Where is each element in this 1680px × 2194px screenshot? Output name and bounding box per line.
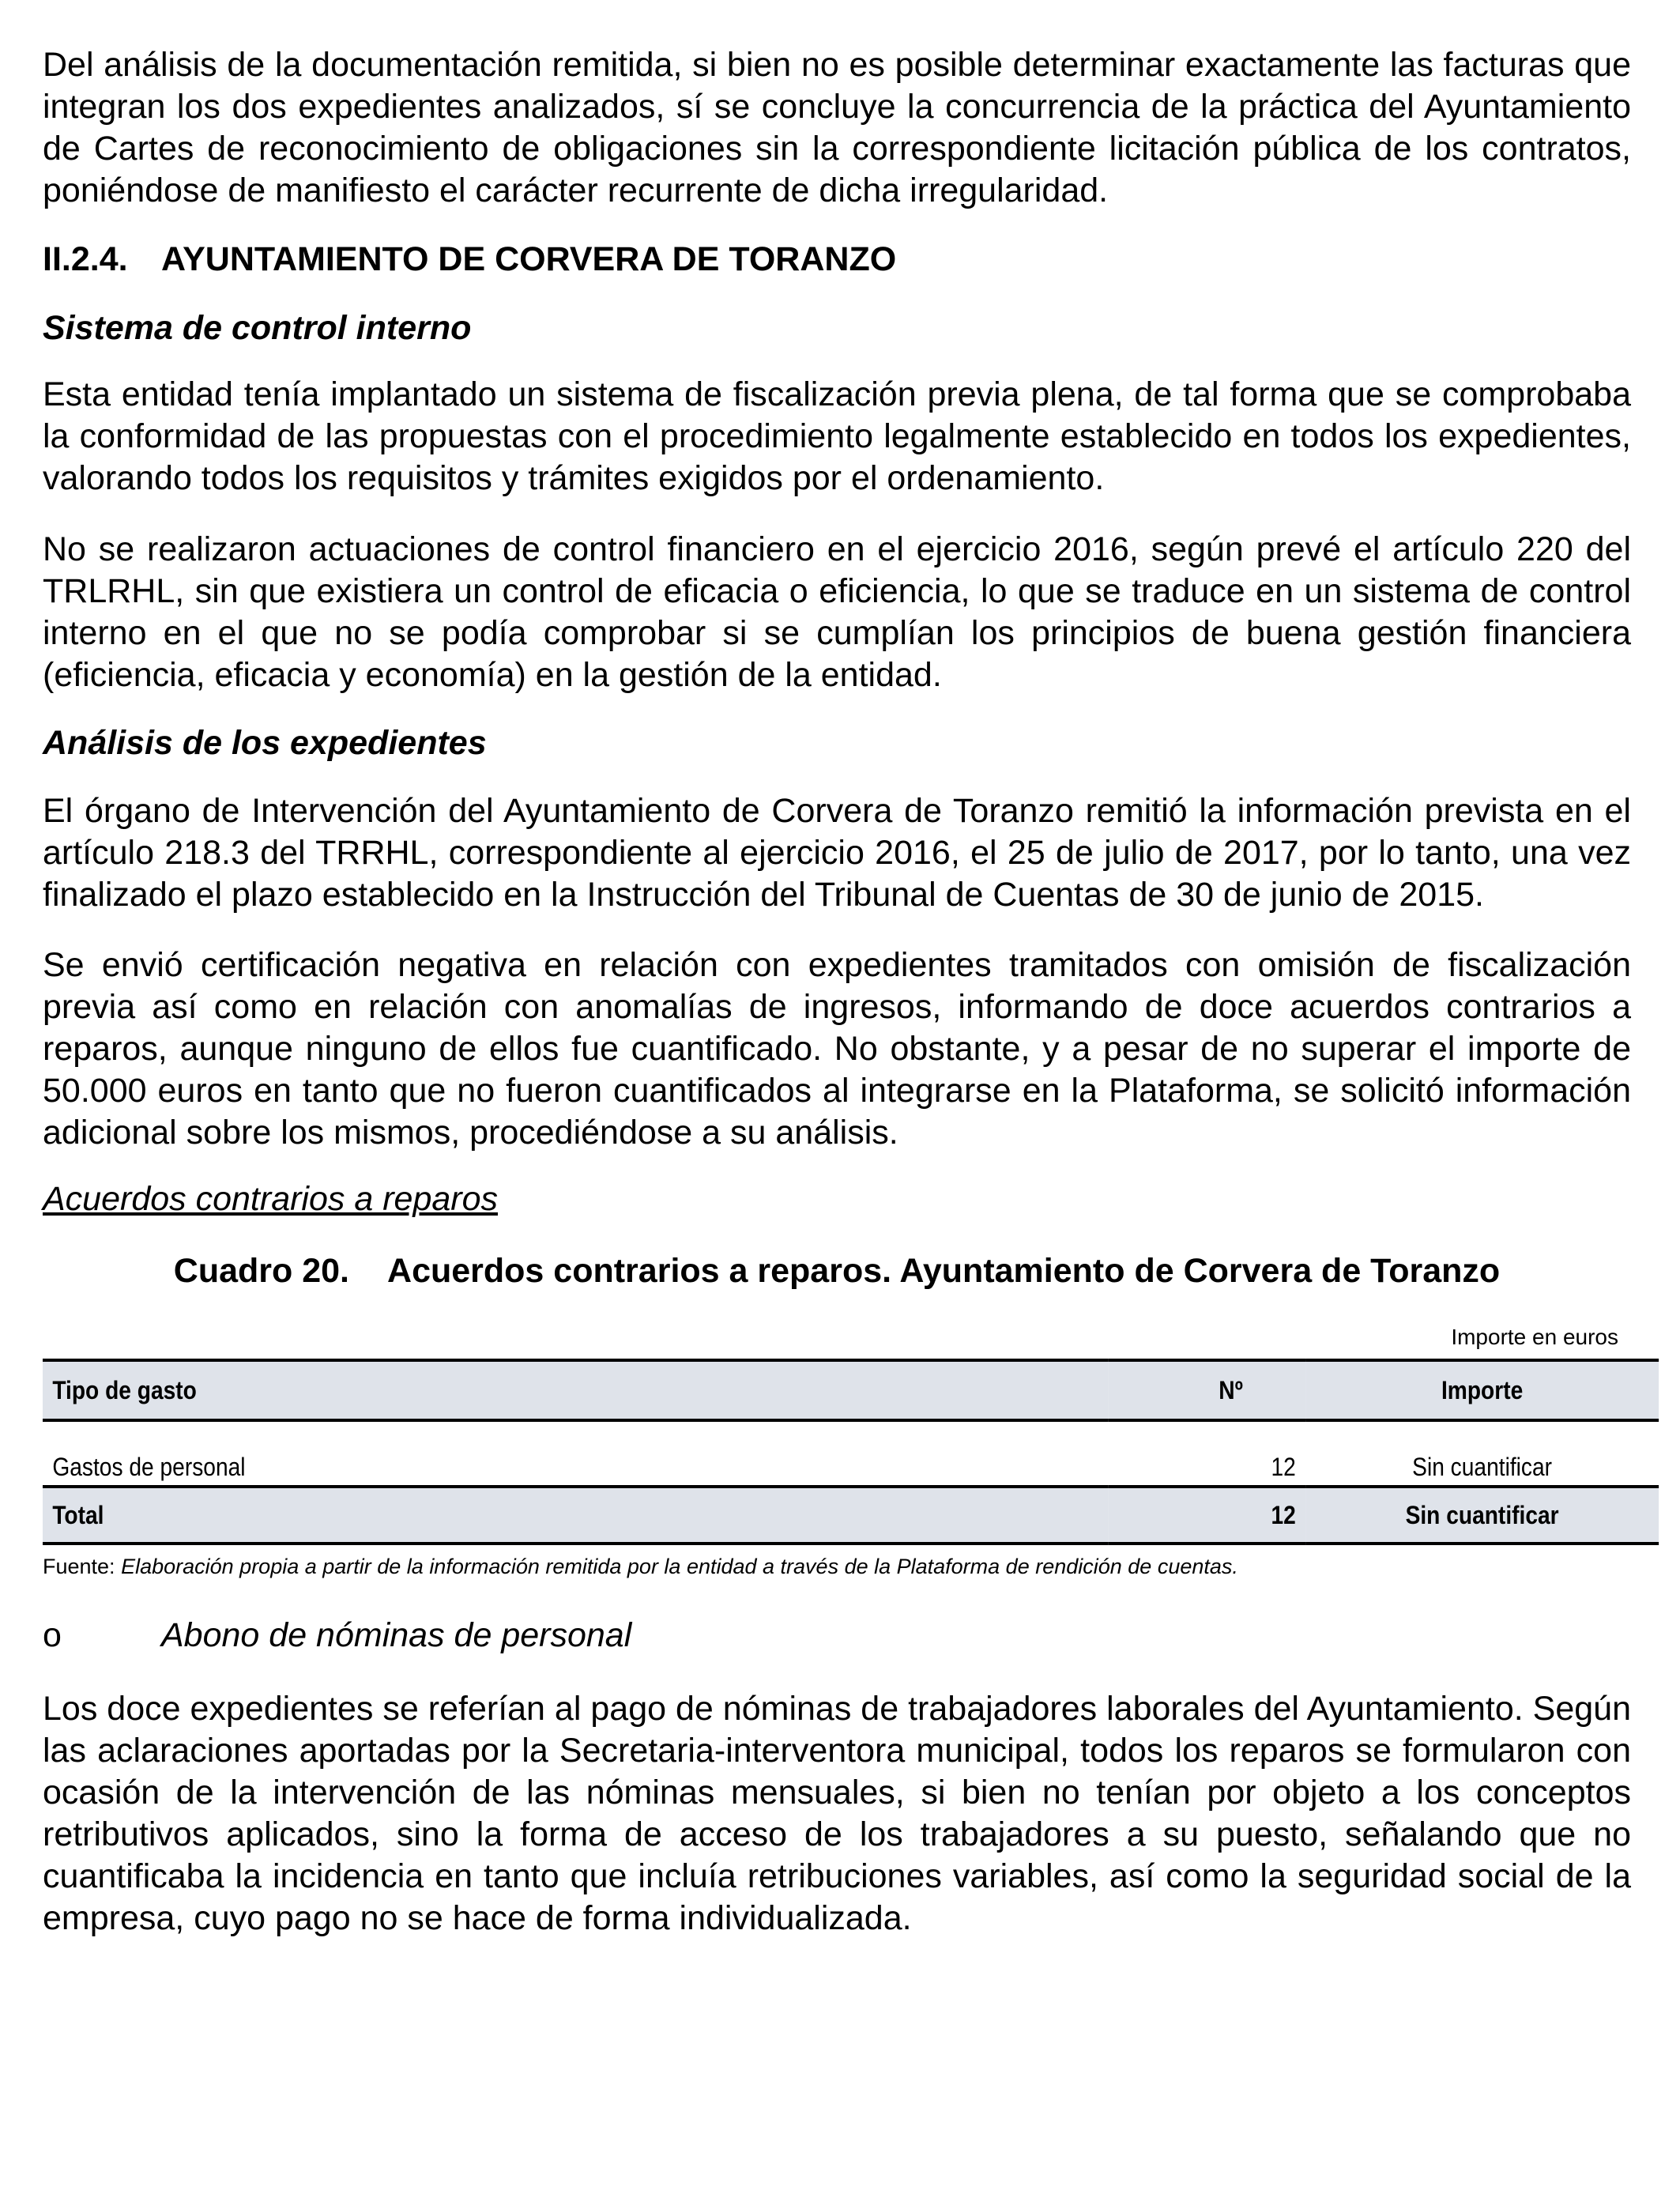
table-wrapper	[43, 1359, 1631, 1553]
row-tipo: Gastos de personal	[52, 1453, 246, 1481]
total-importe: Sin cuantificar	[1305, 1487, 1659, 1544]
section-title: AYUNTAMIENTO DE CORVERA DE TORANZO	[161, 240, 897, 278]
bullet-marker: o	[43, 1616, 62, 1654]
paragraph-control-1: Esta entidad tenía implantado un sistema de fiscalización previa plena, de tal forma que se comprobaba la conformidad de las propuestas con el procedimiento legalmente establecido en todos los expedientes, valorando todos los requisitos y trámites exigidos por el ordenamiento.	[43, 375, 1631, 497]
paragraph-analisis-1: El órgano de Intervención del Ayuntamiento de Corvera de Toranzo remitió la información prevista en el artículo 218.3 del TRRHL, correspondiente al ejercicio 2016, el 25 de julio de 2017, por lo tanto, una vez finalizado el plazo establecido en la Instrucción del Tribunal de Cuentas de 30 de junio de 2015.	[43, 792, 1631, 914]
section-heading	[43, 239, 1631, 281]
total-tipo: Total	[43, 1487, 1108, 1544]
table-caption	[43, 1250, 1631, 1292]
data-table	[43, 1359, 1659, 1545]
paragraph-intro: Del análisis de la documentación remitida, si bien no es posible determinar exactamente las facturas que integran los dos expedientes analizados, sí se concluye la concurrencia de la práctica del Ayuntamiento de Cartes de reconocimiento de obligaciones sin la correspondiente licitación pública de los contratos, poniéndose de manifiesto el carácter recurrente de dicha irregularidad.	[43, 46, 1631, 209]
total-num: 12	[1108, 1487, 1305, 1544]
paragraph-control-2: No se realizaron actuaciones de control financiero en el ejercicio 2016, según prevé el artículo 220 del TRLRHL, sin que existiera un control de eficacia o eficiencia, lo que se traduce en un sistema de control interno en el que no se podía comprobar si se cumplían los principios de buena gestión financiera (eficiencia, eficacia y economía) en la gestión de la entidad.	[43, 530, 1631, 694]
header-num: Nº	[1108, 1360, 1305, 1420]
table-total-row	[43, 1487, 1659, 1544]
row-num: 12	[1271, 1453, 1296, 1481]
section-number: II.2.4.	[43, 240, 128, 278]
subheading-control-interno: Sistema de control interno	[43, 309, 472, 347]
row-importe: Sin cuantificar	[1412, 1453, 1553, 1481]
source-label: Fuente:	[43, 1555, 115, 1578]
paragraph-nominas: Los doce expedientes se referían al pago de nóminas de trabajadores laborales del Ayuntamiento. Según las aclaraciones aportadas por la Secretaria-interventora municipal, todos los reparos se formularon con ocasión de la intervención de las nóminas mensuales, si bien no tenían por objeto a los conceptos retributivos aplicados, sino la forma de acceso de los trabajadores a su puesto, señalando que no cuantificaba la incidencia en tanto que incluía retribuciones variables, así como la seguridad social de la empresa, cuyo pago no se hace de forma individualizada.	[43, 1690, 1631, 1937]
source-text: Elaboración propia a partir de la información remitida por la entidad a través de la Plataforma de rendición de cuentas.	[121, 1555, 1238, 1578]
table-caption-title: Acuerdos contrarios a reparos. Ayuntamiento de Corvera de Toranzo	[387, 1252, 1501, 1290]
subheading-acuerdos: Acuerdos contrarios a reparos	[43, 1180, 499, 1218]
document-page	[43, 44, 1631, 1940]
subheading-analisis: Análisis de los expedientes	[43, 724, 487, 762]
header-importe: Importe	[1305, 1360, 1659, 1420]
paragraph-analisis-2: Se envió certificación negativa en relación con expedientes tramitados con omisión de fiscalización previa así como en relación con anomalías de ingresos, informando de doce acuerdos contrarios a reparos, aunque ninguno de ellos fue cuantificado. No obstante, y a pesar de no superar el importe de 50.000 euros en tanto que no fueron cuantificados al integrarse en la Plataforma, se solicitó información adicional sobre los mismos, procediéndose a su análisis.	[43, 946, 1631, 1152]
table-source	[43, 1553, 1631, 1580]
bullet-item	[43, 1615, 1631, 1657]
table-units: Importe en euros	[1451, 1325, 1618, 1349]
header-tipo: Tipo de gasto	[43, 1360, 1108, 1420]
table-row	[43, 1420, 1659, 1487]
table-caption-label: Cuadro 20.	[173, 1252, 350, 1290]
table-header-row	[43, 1360, 1659, 1420]
bullet-text: Abono de nóminas de personal	[161, 1616, 632, 1654]
